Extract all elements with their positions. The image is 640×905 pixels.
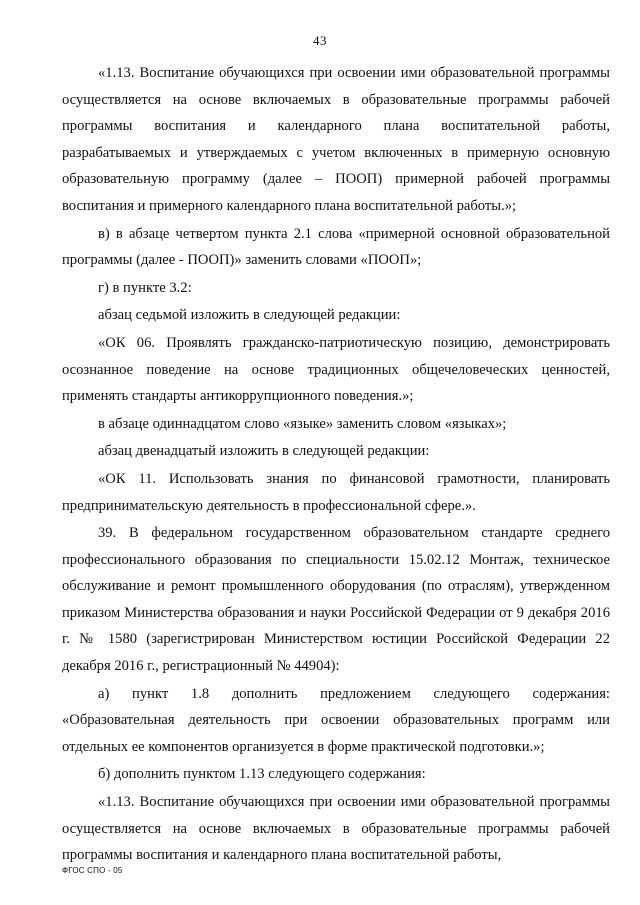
paragraph: г) в пункте 3.2: [98, 279, 192, 296]
paragraph: б) дополнить пунктом 1.13 следующего содержания: [98, 766, 426, 783]
paragraph: абзац двенадцатый изложить в следующей редакции: [98, 443, 430, 460]
document-body [62, 60, 610, 870]
paragraph: в абзаце одиннадцатом слово «языке» заменить словом «языках»; [98, 415, 507, 432]
paragraph: «ОК 11. Использовать знания по финансовой грамотности, планировать предпринимательскую деятельность в профессиональной сфере.». [62, 470, 610, 514]
paragraph: 39. В федеральном государственном образовательном стандарте среднего профессионального образования по специальности 15.02.12 Монтаж, техническое обслуживание и ремонт промышленного оборудования (по отраслям), утвержденном приказом Министерства образования и науки Российской Федерации от 9 декабря 2016 г. № 1580 (зарегистрирован Министерством юстиции Российской Федерации 22 декабря 2016 г., регистрационный № 44904): [62, 525, 610, 675]
page-number: 43 [313, 33, 327, 48]
paragraph: «1.13. Воспитание обучающихся при освоении ими образовательной программы осуществляется на основе включаемых в образовательные программы рабочей программы воспитания и календарного плана воспитательной работы, разрабатываемых и утверждаемых с учетом включенных в примерную основную образовательную программу (далее – ПООП) примерной рабочей программы воспитания и примерного календарного плана воспитательной работы.»; [62, 65, 610, 214]
paragraph: в) в абзаце четвертом пункта 2.1 слова «примерной основной образовательной программы (далее - ПООП)» заменить словами «ПООП»; [62, 225, 610, 269]
paragraph: «ОК 06. Проявлять гражданско-патриотическую позицию, демонстрировать осознанное поведение на основе традиционных общечеловеческих ценностей, применять стандарты антикоррупционного поведения.»; [62, 334, 610, 405]
paragraph: «1.13. Воспитание обучающихся при освоении ими образовательной программы осуществляется на основе включаемых в образовательные программы рабочей программы воспитания и календарного плана воспитательной работы, [62, 794, 610, 864]
paragraph: а) пункт 1.8 дополнить предложением следующего содержания: «Образовательная деятельность при освоении образовательных программ или отдельных ее компонентов организуется в форме практической подготовки.»; [62, 685, 610, 755]
paragraph: абзац седьмой изложить в следующей редакции: [98, 307, 401, 324]
footer-code: ФГОС СПО - 05 [62, 866, 123, 875]
